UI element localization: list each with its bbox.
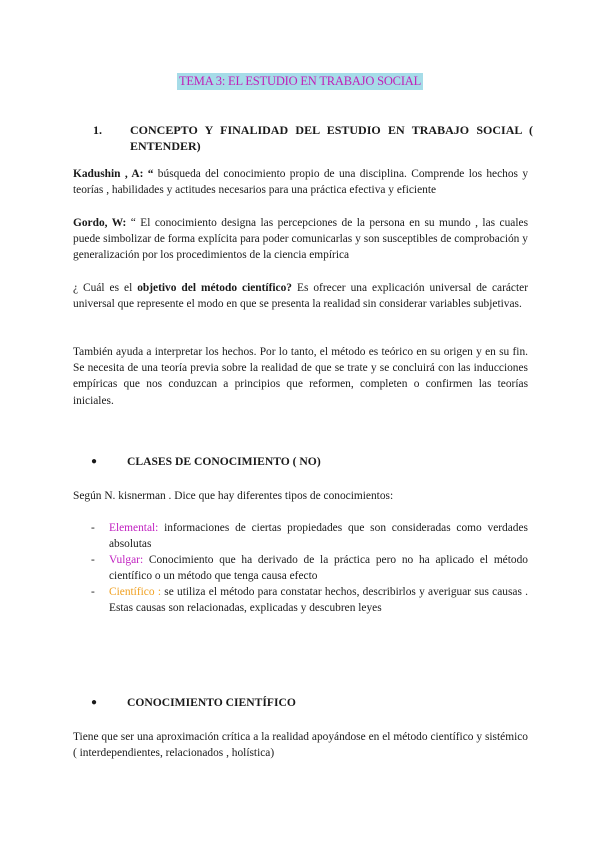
type-label-elemental: Elemental: xyxy=(109,522,159,534)
gordo-text: “ El conocimiento designa las percepciones de la persona en su mundo , las cuales puede simbolizar de forma explícita para poder comunicarlas y son susceptibles de comprobación y generalización por los procedimientos de la ciencia empírica xyxy=(73,217,529,262)
objetivo-text: Es ofrecer una explicación universal de carácter universal que represente el modo en que se presenta la realidad sin considerar variables subjetivas. xyxy=(73,282,528,311)
author-kadushin: Kadushin , A: “ xyxy=(73,168,154,180)
section-1-number: 1. xyxy=(93,123,102,137)
dash-marker: - xyxy=(91,554,95,566)
author-gordo: Gordo, W: xyxy=(73,217,127,229)
paragraph-segun: Según N. kisnerman . Dice que hay diferentes tipos de conocimientos: xyxy=(73,490,394,502)
list-item-vulgar xyxy=(91,552,528,584)
bullet-icon: ● xyxy=(91,697,98,708)
list-item-cientifico xyxy=(91,584,528,616)
type-text-vulgar: Conocimiento que ha derivado de la práctica pero no ha aplicado el método científico o un método que tenga causa efecto xyxy=(109,554,528,583)
type-label-vulgar: Vulgar: xyxy=(109,554,144,566)
section-3-title: CONOCIMIENTO CIENTÍFICO xyxy=(127,696,296,709)
type-text-cientifico: se utiliza el método para constatar hechos, describirlos y averiguar sus causas . Estas causas son relacionadas, explicadas y descubren leyes xyxy=(109,586,529,615)
section-3-heading xyxy=(91,696,296,709)
section-2-title: CLASES DE CONOCIMIENTO ( NO) xyxy=(127,455,321,468)
paragraph-objetivo xyxy=(73,280,528,312)
section-2-heading xyxy=(91,455,321,468)
kadushin-text: búsqueda del conocimiento propio de una disciplina. Comprende los hechos y teorías , habilidades y actitudes necesarios para una práctica efectiva y eficiente xyxy=(73,168,529,197)
objetivo-prefix: ¿ Cuál es el xyxy=(73,282,138,294)
paragraph-tiene: Tiene que ser una aproximación crítica a la realidad apoyándose en el método científico y sistémico ( interdependientes, relacionados , holística) xyxy=(73,731,528,760)
type-text-elemental: informaciones de ciertas propiedades que son consideradas como verdades absolutas xyxy=(109,522,528,551)
objetivo-bold: objetivo del método científico? xyxy=(137,282,292,294)
title-container xyxy=(0,72,600,90)
paragraph-tambien: También ayuda a interpretar los hechos. Por lo tanto, el método es teórico en su origen y en su fin. Se necesita de una teoría previa sobre la realidad de que se trate y se concluirá con las inducciones empíricas que nos conduzcan a principios que reformen, completen o confirmen las teorías iniciales. xyxy=(73,346,528,407)
section-1-heading xyxy=(93,122,533,154)
section-1-title: CONCEPTO Y FINALIDAD DEL ESTUDIO EN TRABAJO SOCIAL ( ENTENDER) xyxy=(130,123,533,153)
page-title: TEMA 3: EL ESTUDIO EN TRABAJO SOCIAL xyxy=(178,74,422,88)
dash-marker: - xyxy=(91,522,95,534)
paragraph-gordo xyxy=(73,215,528,264)
bullet-icon: ● xyxy=(91,456,98,467)
type-label-cientifico: Científico : xyxy=(109,586,161,598)
list-item-elemental xyxy=(91,520,528,552)
paragraph-kadushin xyxy=(73,166,528,198)
dash-marker: - xyxy=(91,586,95,598)
